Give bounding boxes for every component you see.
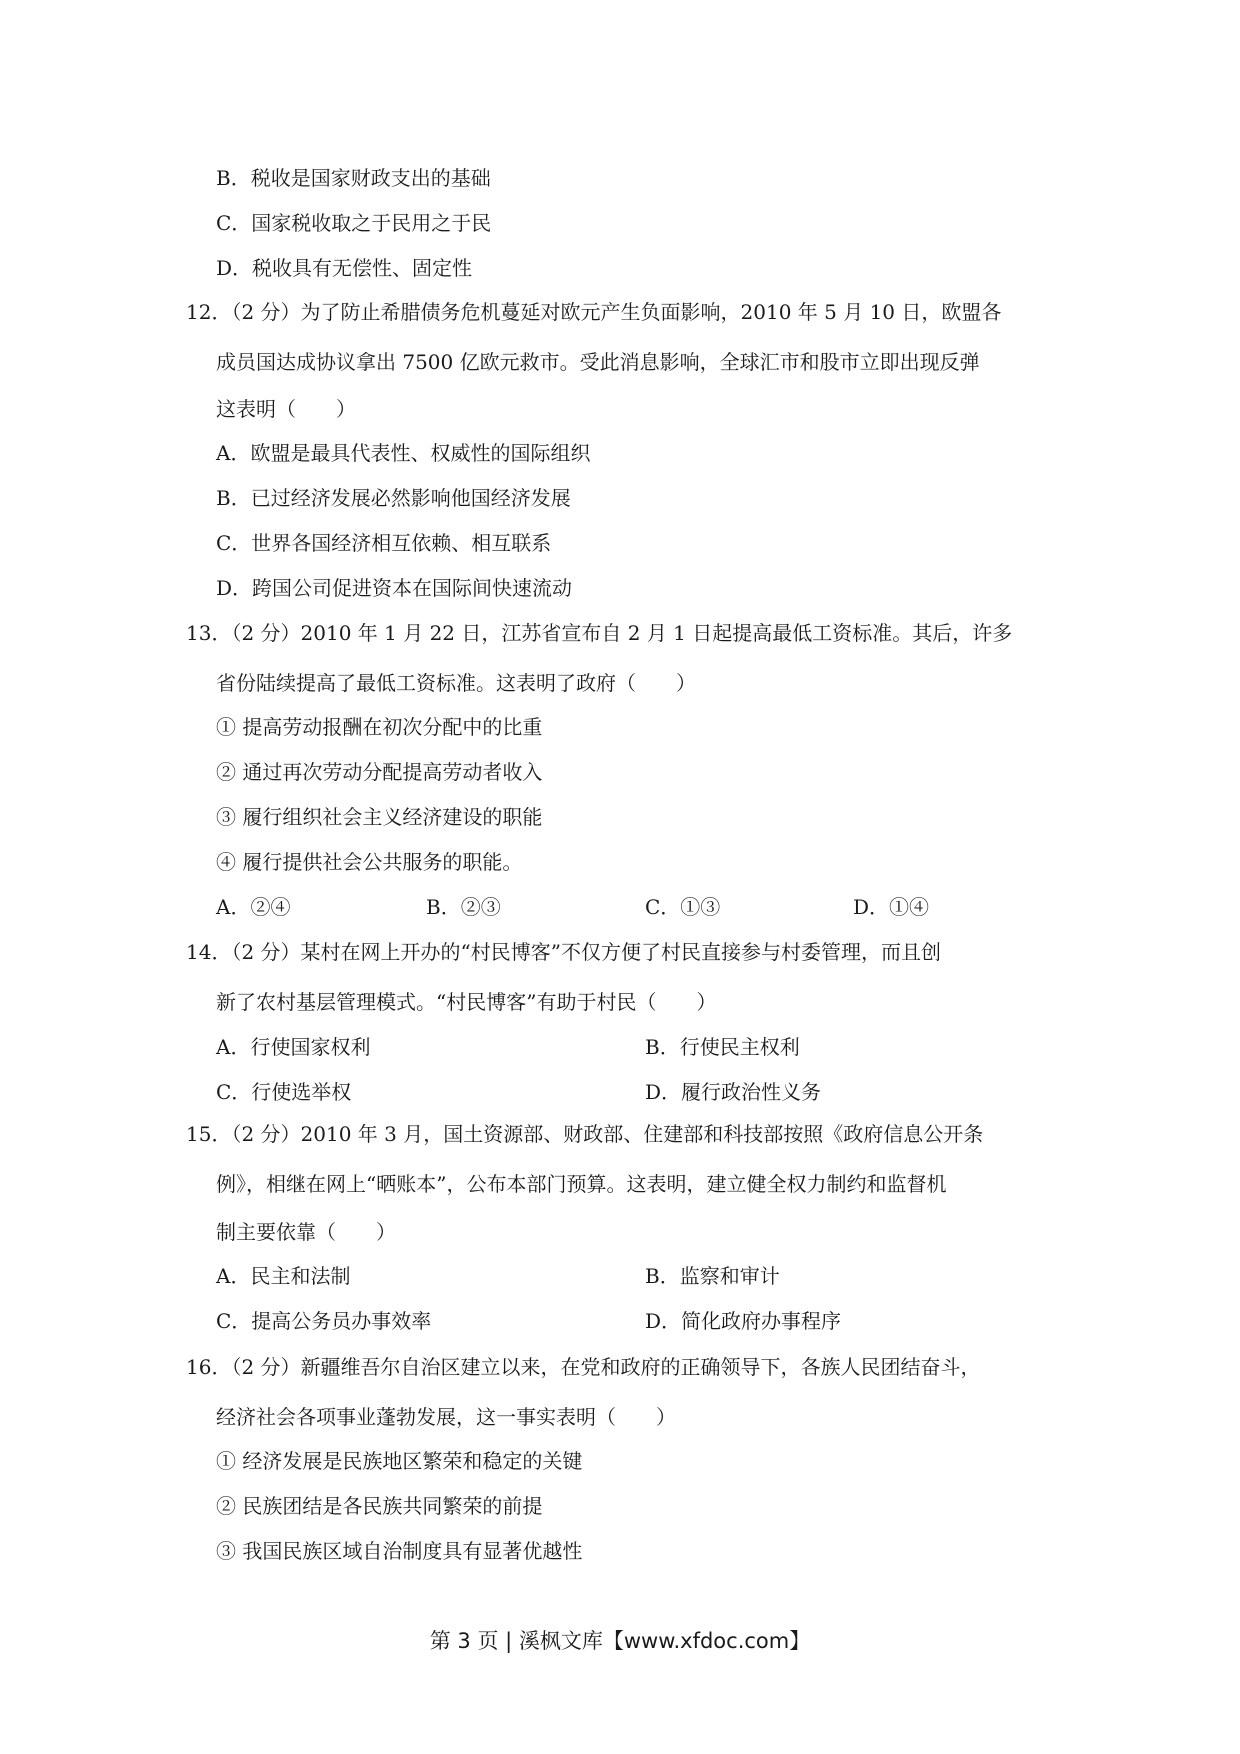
q14-stem-line1: 14．（2 分）某村在网上开办的“村民博客”不仅方便了村民直接参与村委管理，而且创 bbox=[186, 940, 941, 964]
q12-option-d: D．跨国公司促进资本在国际间快速流动 bbox=[216, 576, 573, 600]
q12-stem-line3: 这表明（ ） bbox=[216, 397, 356, 421]
q15-stem-line3: 制主要依靠（ ） bbox=[216, 1220, 396, 1244]
q14-option-b: B．行使民主权利 bbox=[645, 1035, 800, 1059]
q16-item-1: ① 经济发展是民族地区繁荣和稳定的关键 bbox=[216, 1449, 583, 1473]
q14-option-c: C．行使选举权 bbox=[216, 1080, 352, 1104]
q13-item-3: ③ 履行组织社会主义经济建设的职能 bbox=[216, 805, 543, 829]
q15-option-a: A．民主和法制 bbox=[216, 1264, 351, 1288]
q13-option-a: A．②④ bbox=[216, 895, 291, 919]
q15-stem-line1: 15．（2 分）2010 年 3 月，国土资源部、财政部、住建部和科技部按照《政府信息公开条 bbox=[186, 1122, 984, 1146]
page-footer: 第 3 页 | 溪枫文库【www.xfdoc.com】 bbox=[429, 1629, 811, 1653]
q16-stem-line1: 16．（2 分）新疆维吾尔自治区建立以来，在党和政府的正确领导下，各族人民团结奋斗， bbox=[186, 1355, 981, 1379]
q14-option-d: D．履行政治性义务 bbox=[645, 1080, 822, 1104]
q16-item-2: ② 民族团结是各民族共同繁荣的前提 bbox=[216, 1494, 543, 1518]
q12-option-b: B．已过经济发展必然影响他国经济发展 bbox=[216, 486, 571, 510]
q11-option-d: D．税收具有无偿性、固定性 bbox=[216, 256, 473, 280]
q13-option-b: B．②③ bbox=[426, 895, 501, 919]
q15-option-d: D．简化政府办事程序 bbox=[645, 1309, 842, 1333]
q13-option-c: C．①③ bbox=[645, 895, 721, 919]
q11-option-c: C．国家税收取之于民用之于民 bbox=[216, 211, 492, 235]
q13-option-d: D．①④ bbox=[853, 895, 930, 919]
q16-item-3: ③ 我国民族区域自治制度具有显著优越性 bbox=[216, 1539, 583, 1563]
q12-stem-line2: 成员国达成协议拿出 7500 亿欧元救市。受此消息影响，全球汇市和股市立即出现反弹 bbox=[216, 350, 980, 374]
q15-option-b: B．监察和审计 bbox=[645, 1264, 780, 1288]
q13-item-1: ① 提高劳动报酬在初次分配中的比重 bbox=[216, 715, 543, 739]
q13-stem-line1: 13．（2 分）2010 年 1 月 22 日，江苏省宣布自 2 月 1 日起提高最低工资标准。其后，许多 bbox=[186, 621, 1013, 645]
q15-stem-line2: 例》，相继在网上“晒账本”，公布本部门预算。这表明，建立健全权力制约和监督机 bbox=[216, 1172, 947, 1196]
q13-stem-line2: 省份陆续提高了最低工资标准。这表明了政府（ ） bbox=[216, 671, 696, 695]
q13-item-2: ② 通过再次劳动分配提高劳动者收入 bbox=[216, 760, 543, 784]
q14-stem-line2: 新了农村基层管理模式。“村民博客”有助于村民（ ） bbox=[216, 990, 717, 1014]
q13-item-4: ④ 履行提供社会公共服务的职能。 bbox=[216, 850, 523, 874]
q12-option-c: C．世界各国经济相互依赖、相互联系 bbox=[216, 531, 552, 555]
q12-option-a: A．欧盟是最具代表性、权威性的国际组织 bbox=[216, 441, 591, 465]
q15-option-c: C．提高公务员办事效率 bbox=[216, 1309, 432, 1333]
q16-stem-line2: 经济社会各项事业蓬勃发展，这一事实表明（ ） bbox=[216, 1405, 676, 1429]
q14-option-a: A．行使国家权利 bbox=[216, 1035, 371, 1059]
q12-stem-line1: 12．（2 分）为了防止希腊债务危机蔓延对欧元产生负面影响，2010 年 5 月 10 日，欧盟各 bbox=[186, 300, 1002, 324]
q11-option-b: B．税收是国家财政支出的基础 bbox=[216, 166, 491, 190]
